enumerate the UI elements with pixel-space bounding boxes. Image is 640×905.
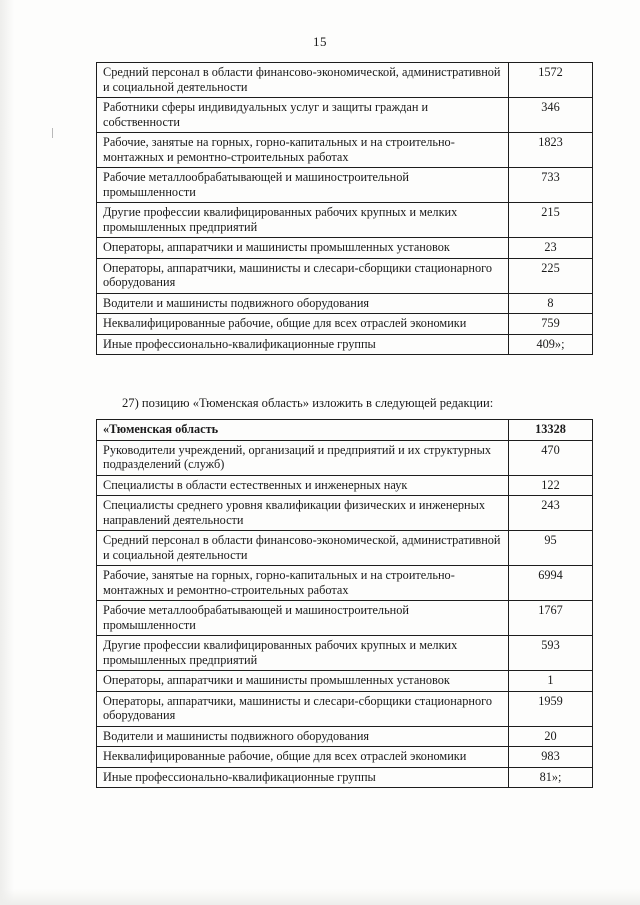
- table-row: [97, 293, 593, 314]
- row-value: 409»;: [509, 334, 593, 355]
- scan-edge-shadow-left: [0, 0, 14, 905]
- table-row: [97, 691, 593, 726]
- row-value: 1767: [509, 601, 593, 636]
- row-value: 81»;: [509, 767, 593, 788]
- page-number: 15: [313, 34, 327, 49]
- scan-artifact-mark: [52, 128, 53, 138]
- row-label: «Тюменская область: [97, 420, 509, 441]
- table-row: [97, 475, 593, 496]
- row-value: 1959: [509, 691, 593, 726]
- row-label: Неквалифицированные рабочие, общие для всех отраслей экономики: [97, 747, 509, 768]
- row-label: Руководители учреждений, организаций и предприятий и их структурных подразделений (служб): [97, 440, 509, 475]
- row-value: 8: [509, 293, 593, 314]
- table-row: [97, 334, 593, 355]
- row-value: 225: [509, 258, 593, 293]
- row-label: Неквалифицированные рабочие, общие для всех отраслей экономики: [97, 314, 509, 335]
- table-row: [97, 636, 593, 671]
- table-row: [97, 133, 593, 168]
- row-label: Работники сферы индивидуальных услуг и защиты граждан и собственности: [97, 98, 509, 133]
- row-value: 122: [509, 475, 593, 496]
- row-label: Рабочие, занятые на горных, горно-капитальных и на строительно-монтажных и ремонтно-строительных работах: [97, 566, 509, 601]
- table-row: [97, 747, 593, 768]
- table-top-body: [97, 63, 593, 355]
- table-row: [97, 767, 593, 788]
- row-value: 215: [509, 203, 593, 238]
- row-value: 759: [509, 314, 593, 335]
- table-row: [97, 63, 593, 98]
- row-value: 1: [509, 671, 593, 692]
- row-value: 13328: [509, 420, 593, 441]
- row-label: Рабочие металлообрабатывающей и машиностроительной промышленности: [97, 601, 509, 636]
- table-row: [97, 98, 593, 133]
- scan-edge-shadow-bottom: [0, 889, 640, 905]
- row-label: Другие профессии квалифицированных рабочих крупных и мелких промышленных предприятий: [97, 636, 509, 671]
- table-row: [97, 671, 593, 692]
- row-value: 95: [509, 531, 593, 566]
- table-bottom-body: [97, 420, 593, 788]
- row-label: Иные профессионально-квалификационные группы: [97, 334, 509, 355]
- row-value: 593: [509, 636, 593, 671]
- occupational-groups-table-top: [96, 62, 593, 355]
- row-value: 346: [509, 98, 593, 133]
- row-label: Другие профессии квалифицированных рабочих крупных и мелких промышленных предприятий: [97, 203, 509, 238]
- row-value: 983: [509, 747, 593, 768]
- table-row: [97, 258, 593, 293]
- row-label: Специалисты в области естественных и инженерных наук: [97, 475, 509, 496]
- row-label: Специалисты среднего уровня квалификации физических и инженерных направлений деятельности: [97, 496, 509, 531]
- row-value: 243: [509, 496, 593, 531]
- table-row: [97, 531, 593, 566]
- row-label: Иные профессионально-квалификационные группы: [97, 767, 509, 788]
- row-label: Водители и машинисты подвижного оборудования: [97, 726, 509, 747]
- amendment-note: 27) позицию «Тюменская область» изложить в следующей редакции:: [122, 396, 494, 410]
- row-value: 1823: [509, 133, 593, 168]
- row-label: Средний персонал в области финансово-экономической, административной и социальной деятельности: [97, 63, 509, 98]
- occupational-groups-table-bottom: [96, 419, 593, 788]
- table-row: [97, 726, 593, 747]
- row-label: Водители и машинисты подвижного оборудования: [97, 293, 509, 314]
- row-value: 20: [509, 726, 593, 747]
- row-label: Рабочие, занятые на горных, горно-капитальных и на строительно-монтажных и ремонтно-строительных работах: [97, 133, 509, 168]
- row-label: Операторы, аппаратчики и машинисты промышленных установок: [97, 671, 509, 692]
- table-row: [97, 496, 593, 531]
- table-row: [97, 168, 593, 203]
- row-value: 6994: [509, 566, 593, 601]
- table-row: [97, 420, 593, 441]
- table-row: [97, 601, 593, 636]
- row-value: 1572: [509, 63, 593, 98]
- row-label: Операторы, аппаратчики, машинисты и слесари-сборщики стационарного оборудования: [97, 691, 509, 726]
- row-label: Средний персонал в области финансово-экономической, административной и социальной деятельности: [97, 531, 509, 566]
- row-label: Операторы, аппаратчики и машинисты промышленных установок: [97, 238, 509, 259]
- table-row: [97, 314, 593, 335]
- table-row: [97, 440, 593, 475]
- table-row: [97, 238, 593, 259]
- table-row: [97, 203, 593, 238]
- row-label: Рабочие металлообрабатывающей и машиностроительной промышленности: [97, 168, 509, 203]
- row-value: 733: [509, 168, 593, 203]
- row-label: Операторы, аппаратчики, машинисты и слесари-сборщики стационарного оборудования: [97, 258, 509, 293]
- table-row: [97, 566, 593, 601]
- row-value: 23: [509, 238, 593, 259]
- row-value: 470: [509, 440, 593, 475]
